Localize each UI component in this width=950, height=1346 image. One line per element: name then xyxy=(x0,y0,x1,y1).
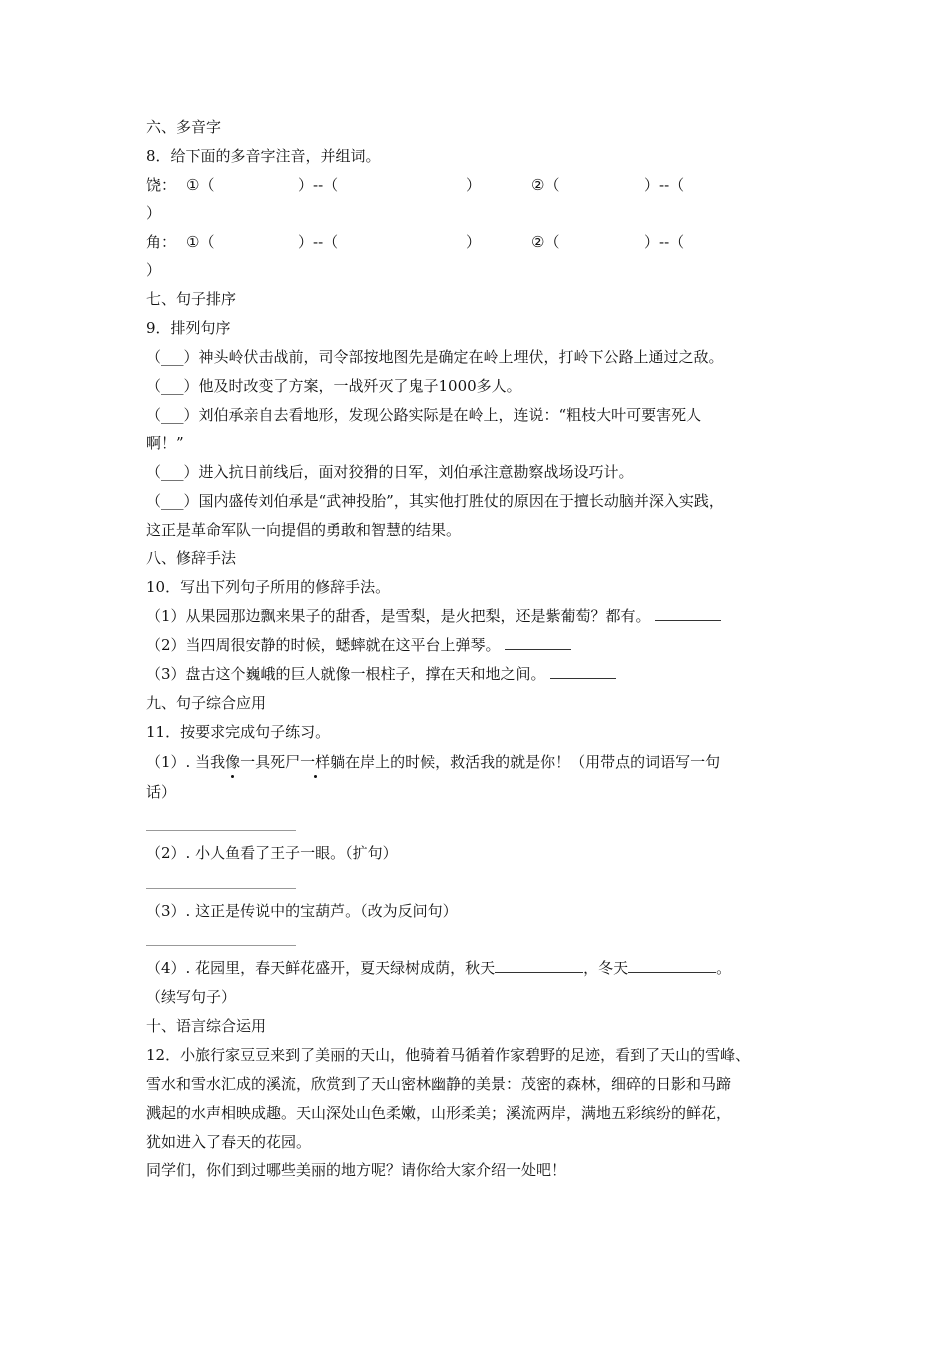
rhetoric-item-3 xyxy=(146,664,616,684)
answer-line-3[interactable] xyxy=(146,945,296,946)
sentence-task-1-part-b: 一具死尸 xyxy=(240,753,301,771)
polyphone-2-word-1-close: ） xyxy=(466,233,482,251)
sentence-task-4-part-c: 。 xyxy=(716,959,732,977)
order-item-1: （___）神头岭伏击战前，司令部按地图先是确定在岭上埋伏，打岭下公路上通过之敌。 xyxy=(146,348,724,366)
question-11-prompt: 11．按要求完成句子练习。 xyxy=(146,723,331,741)
sentence-task-4-cont: （续写句子） xyxy=(146,988,237,1006)
order-item-4: （___）进入抗日前线后，面对狡猾的日军，刘伯承注意勘察战场设巧计。 xyxy=(146,463,634,481)
polyphone-2-word-1-open: ）--（ xyxy=(298,233,339,251)
sentence-task-3: （3）. 这正是传说中的宝葫芦。（改为反问句） xyxy=(146,902,458,920)
answer-blank[interactable] xyxy=(550,664,616,679)
polyphone-2-word-2-close: ） xyxy=(146,261,162,279)
order-item-5: （___）国内盛传刘伯承是“武神投胎”，其实他打胜仗的原因在于擅长动脑并深入实践， xyxy=(146,492,724,510)
sentence-task-1 xyxy=(146,752,720,772)
section-9-heading: 九、句子综合应用 xyxy=(146,694,267,712)
sentence-task-4 xyxy=(146,958,731,978)
answer-blank-autumn[interactable] xyxy=(495,958,583,973)
polyphone-2-pinyin-1-open: ①（ xyxy=(186,233,215,251)
sentence-task-1-part-a: （1）. 当我 xyxy=(146,753,226,771)
question-8-prompt: 8．给下面的多音字注音，并组词。 xyxy=(146,147,381,165)
dotted-word-1: 像 xyxy=(225,753,241,771)
order-item-2: （___）他及时改变了方案，一战歼灭了鬼子1000多人。 xyxy=(146,377,522,395)
polyphone-1-word-1-open: ）--（ xyxy=(298,176,339,194)
answer-line-1[interactable] xyxy=(146,830,296,831)
rhetoric-item-1 xyxy=(146,606,721,626)
question-10-prompt: 10．写出下列句子所用的修辞手法。 xyxy=(146,578,391,596)
answer-blank[interactable] xyxy=(655,606,721,621)
order-item-5-cont: 这正是革命军队一向提倡的勇敢和智慧的结果。 xyxy=(146,521,462,539)
polyphone-1-word-2-close: ） xyxy=(146,204,162,222)
question-12-line-1: 12．小旅行家豆豆来到了美丽的天山，他骑着马循着作家碧野的足迹，看到了天山的雪峰、 xyxy=(146,1046,751,1064)
section-6-heading: 六、多音字 xyxy=(146,118,222,136)
sentence-task-1-cont: 话） xyxy=(146,783,177,801)
polyphone-char-2: 角： xyxy=(146,233,177,251)
answer-blank[interactable] xyxy=(505,635,571,650)
polyphone-1-word-2-open: ）--（ xyxy=(644,176,685,194)
polyphone-char-1: 饶： xyxy=(146,176,177,194)
polyphone-2-word-2-open: ）--（ xyxy=(644,233,685,251)
dotted-word-2: 一样 xyxy=(300,753,331,771)
question-12-line-2: 雪水和雪水汇成的溪流，欣赏到了天山密林幽静的美景：茂密的森林，细碎的日影和马蹄 xyxy=(146,1075,732,1093)
order-item-3-cont: 啊！” xyxy=(146,434,184,452)
section-8-heading: 八、修辞手法 xyxy=(146,549,237,567)
rhetoric-item-3-text: （3）盘古这个巍峨的巨人就像一根柱子，撑在天和地之间。 xyxy=(146,665,546,683)
sentence-task-1-part-c: 躺在岸上的时候，救活我的就是你！（用带点的词语写一句 xyxy=(330,753,721,771)
answer-blank-winter[interactable] xyxy=(628,958,716,973)
rhetoric-item-2-text: （2）当四周很安静的时候，蟋蟀就在这平台上弹琴。 xyxy=(146,636,501,654)
polyphone-1-word-1-close: ） xyxy=(466,176,482,194)
polyphone-2-pinyin-2-open: ②（ xyxy=(531,233,560,251)
polyphone-1-pinyin-1-open: ①（ xyxy=(186,176,215,194)
section-7-heading: 七、句子排序 xyxy=(146,290,237,308)
sentence-task-4-part-b: ，冬天 xyxy=(583,959,629,977)
polyphone-1-pinyin-2-open: ②（ xyxy=(531,176,560,194)
answer-line-2[interactable] xyxy=(146,888,296,889)
rhetoric-item-1-text: （1）从果园那边飘来果子的甜香，是雪梨，是火把梨，还是紫葡萄？都有。 xyxy=(146,607,651,625)
question-12-line-4: 犹如进入了春天的花园。 xyxy=(146,1133,312,1151)
question-12-prompt: 同学们，你们到过哪些美丽的地方呢？请你给大家介绍一处吧！ xyxy=(146,1161,567,1179)
sentence-task-4-part-a: （4）. 花园里，春天鲜花盛开，夏天绿树成荫，秋天 xyxy=(146,959,496,977)
sentence-task-2: （2）. 小人鱼看了王子一眼。（扩句） xyxy=(146,844,398,862)
rhetoric-item-2 xyxy=(146,635,571,655)
order-item-3: （___）刘伯承亲自去看地形，发现公路实际是在岭上，连说：“粗枝大叶可要害死人 xyxy=(146,406,702,424)
section-10-heading: 十、语言综合运用 xyxy=(146,1017,267,1035)
question-12-line-3: 溅起的水声相映成趣。天山深处山色柔嫩，山形柔美；溪流两岸，满地五彩缤纷的鲜花， xyxy=(146,1104,732,1122)
question-9-prompt: 9．排列句序 xyxy=(146,319,231,337)
